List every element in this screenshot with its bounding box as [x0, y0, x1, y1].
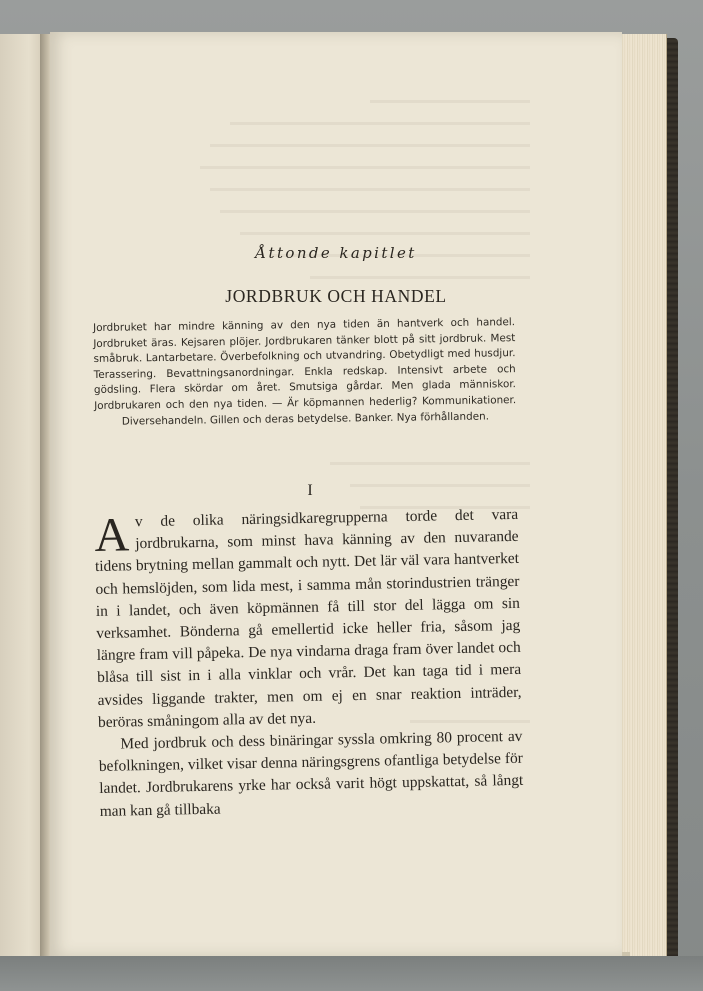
- section-number: I: [307, 482, 313, 499]
- chapter-number: Åttonde kapitlet: [255, 244, 417, 262]
- chapter-title: JORDBRUK OCH HANDEL: [225, 286, 447, 306]
- paragraph-1-text: v de olika näringsidkaregrupperna torde det vara jordbrukarna, som minst hava känning av den nuvarande tidens brytning mellan gammalt och nytt. Det lär väl vara hantverket och hemslöjden, som lida mest, i samma mån storindustrien tränger in i landet, och även köpmännen få till stor del lägga om sin verksamhet. Bönderna gå emellertid icke heller fria, såsom jag längre fram vill påpeka. De nya vindarna draga fram över landet och blåsa till sist in i alla vinklar och vrår. Det kan taga tid i mera avsides liggande trakter, men om ej en snar reaktion inträder, beröras småningom alla av det nya.: [94, 505, 522, 731]
- paragraph-1: [94, 504, 522, 734]
- paragraph-2: Med jordbruk och dess binäringar syssla omkring 80 procent av befolkningen, vilket visar denna näringsgrens ofantliga betydelse för landet. Jordbrukarens yrke har också varit högt uppskattat, så långt man kan gå tillbaka: [98, 727, 524, 820]
- bottom-background: [0, 956, 703, 991]
- chapter-summary: Jordbruket har mindre känning av den nya tiden än hantverk och handel. Jordbruket äras. Kejsaren plöjer. Jordbrukaren tänker blott på sitt jordbruk. Mest småbruk. Lantarbetare. Överbefolkning och utvandring. Obetydligt med husdjur. Terassering. Bevattningsanordningar. Enkla redskap. Intensivt arbete och gödsling. Flera skördar om året. Smutsiga gårdar. Men glada människor. Jordbrukaren och den nya tiden. — Är köpmannen hederlig? Kommunikationer. Diversehandeln. Gillen och deras betydelse. Banker. Nya förhållanden.: [93, 316, 517, 428]
- body-text: [94, 504, 524, 823]
- page-edges: [618, 34, 667, 956]
- drop-cap: A: [93, 508, 130, 562]
